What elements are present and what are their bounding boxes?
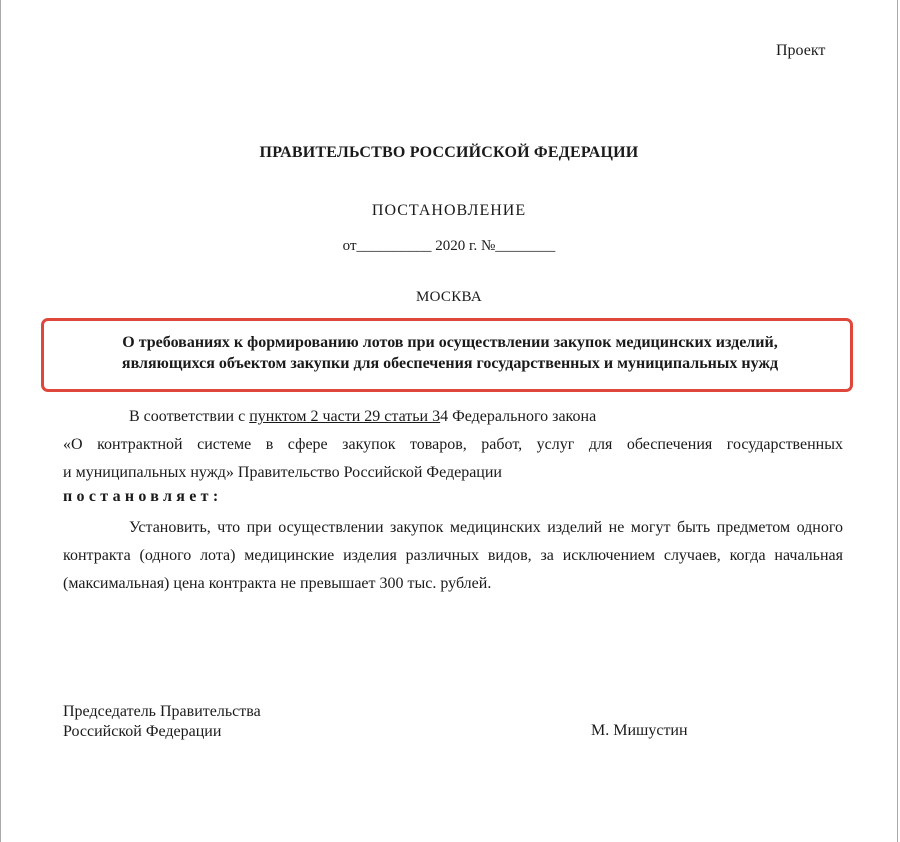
preamble-line-3: и муниципальных нужд» Правительство Российской Федерации: [63, 464, 502, 481]
preamble-text-pre: В соответствии с: [129, 408, 250, 425]
title-line-2: являющихся объектом закупки для обеспечения государственных и муниципальных нужд: [121, 355, 779, 372]
signature-title: [63, 702, 261, 742]
draft-label: Проект: [776, 42, 826, 59]
decree-title: [53, 332, 847, 374]
city-label: МОСКВА: [415, 289, 483, 305]
resolves-colon: :: [212, 488, 219, 505]
signature-title-line-2: Российской Федерации: [63, 723, 222, 740]
preamble-line-1: [63, 403, 843, 431]
title-line-1: О требованиях к формированию лотов при осуществлении закупок медицинских изделий,: [122, 334, 778, 351]
government-heading: ПРАВИТЕЛЬСТВО РОССИЙСКОЙ ФЕДЕРАЦИИ: [259, 144, 639, 161]
resolves-word: [63, 488, 218, 506]
decree-type-heading: ПОСТАНОВЛЕНИЕ: [371, 202, 527, 219]
operative-paragraph: Установить, что при осуществлении закупок медицинских изделий не могут быть предметом одного контракта (одного лота) медицинские изделия различных видов, за исключением случаев, когда начальная (максимальная) цена контракта не превышает 300 тыс. рублей.: [63, 519, 843, 592]
preamble-line-2: «О контрактной системе в сфере закупок товаров, работ, услуг для обеспечения государственных: [63, 436, 843, 453]
preamble-text-post: 4 Федерального закона: [440, 408, 597, 425]
signature-name: М. Мишустин: [591, 722, 688, 739]
signature-title-line-1: Председатель Правительства: [63, 703, 261, 720]
resolves-text: постановляет: [63, 488, 213, 505]
law-reference-link[interactable]: пунктом 2 части 29 статьи 3: [249, 408, 441, 425]
preamble-paragraph: [63, 403, 843, 487]
date-number-line: от__________ 2020 г. №________: [342, 238, 556, 254]
